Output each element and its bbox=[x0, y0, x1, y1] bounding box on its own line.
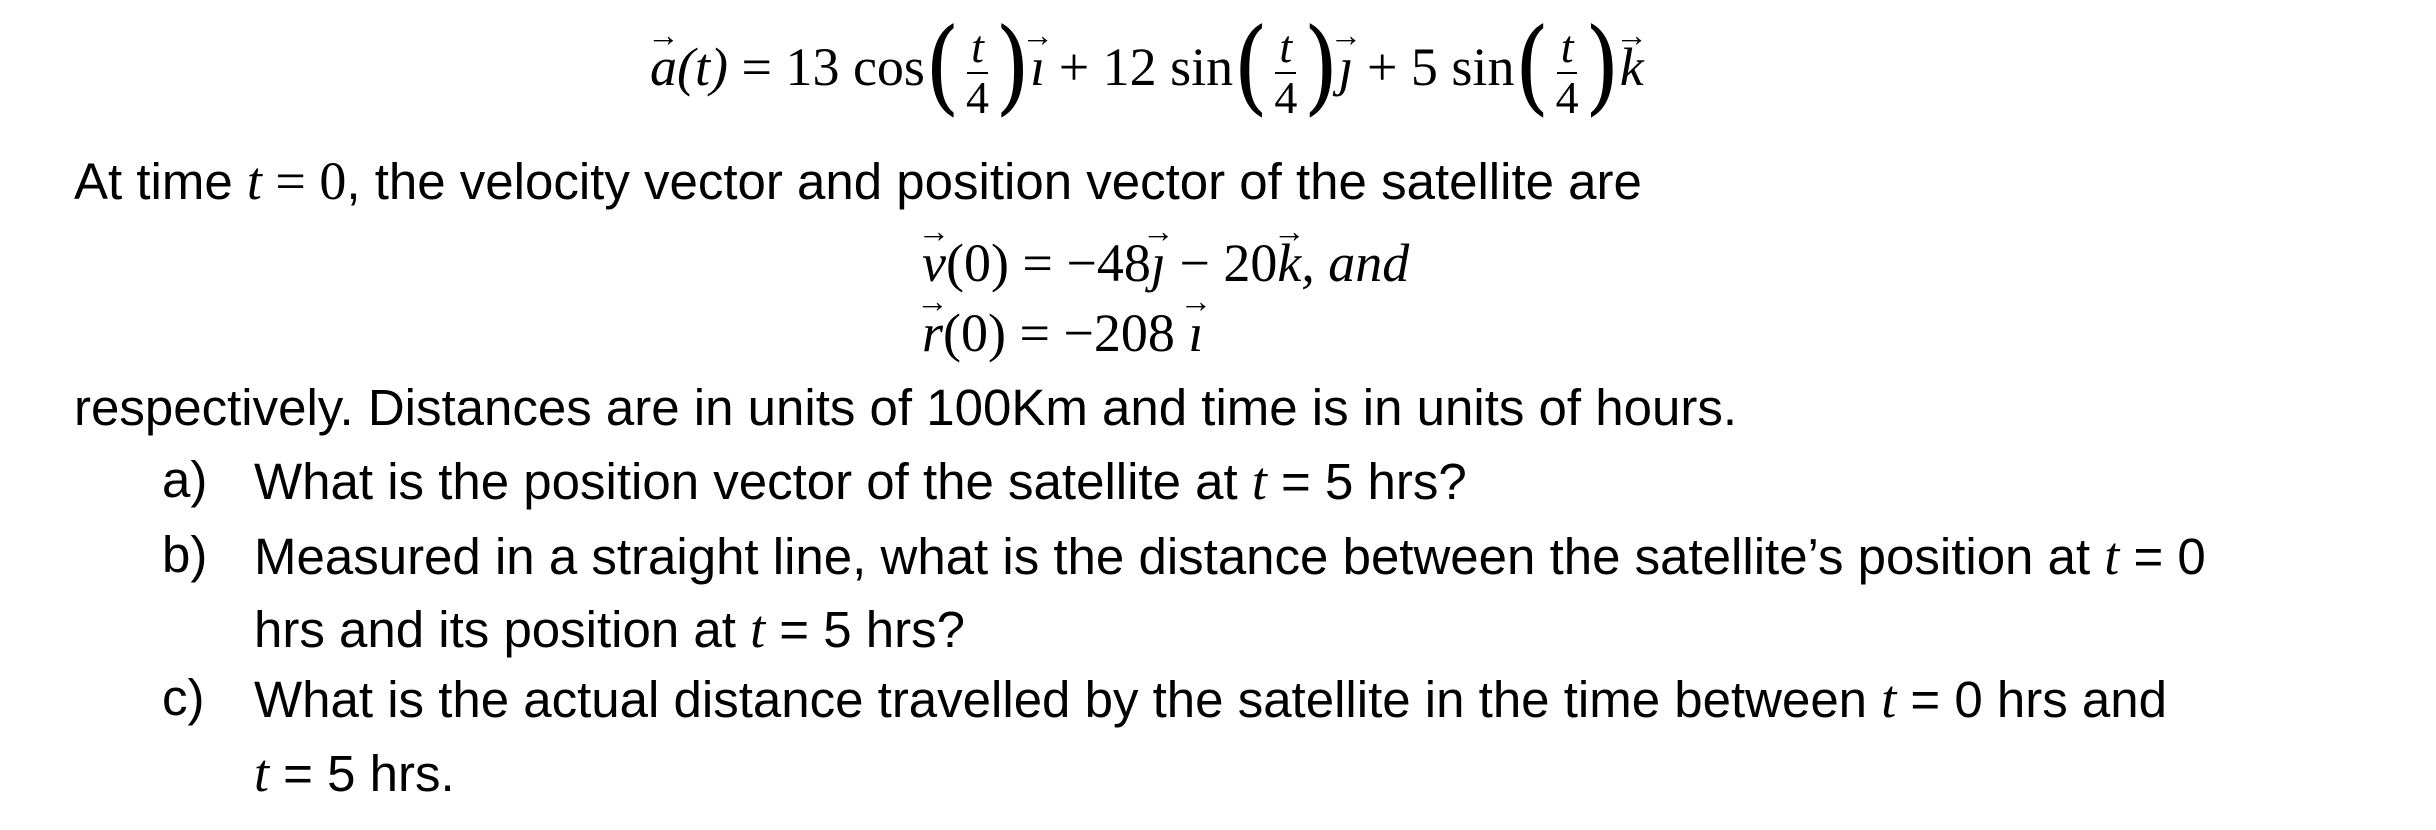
unit-vector-i: ı → bbox=[1188, 302, 1203, 364]
fraction-t-over-4: $\frac{t}{4}$ bbox=[1555, 21, 1579, 123]
unit-vector-k: k → bbox=[1277, 232, 1301, 294]
left-paren: ( bbox=[1514, 6, 1550, 127]
position-vector-symbol: r → bbox=[922, 302, 943, 364]
equals-sign: = bbox=[741, 37, 772, 97]
plus-sign: + bbox=[1058, 37, 1090, 97]
unit-vector-i: ı → bbox=[1030, 36, 1045, 98]
unit-vector-j: ȷ → bbox=[1338, 36, 1353, 98]
left-paren: ( bbox=[1233, 6, 1269, 127]
acceleration-argument: (t) bbox=[677, 37, 728, 97]
question-c-line1: What is the actual distance travelled by the satellite in the time between t = 0 hrs and bbox=[254, 669, 2167, 729]
fraction-t-over-4: $\frac{t}{4}$ bbox=[966, 21, 990, 123]
position-equation: r →(0) = −208 ı → bbox=[922, 302, 1203, 364]
coefficient-5: 5 bbox=[1410, 37, 1438, 97]
unit-vector-k: k → bbox=[1620, 36, 1644, 98]
units-sentence: respectively. Distances are in units of 100Km and time is in units of hours. bbox=[74, 379, 1738, 436]
coefficient-13: 13 bbox=[785, 37, 840, 97]
velocity-vector-symbol: v → bbox=[922, 232, 946, 294]
question-c-line2: t = 5 hrs. bbox=[254, 743, 455, 803]
unit-vector-j: ȷ → bbox=[1151, 232, 1166, 294]
cos-function: cos bbox=[852, 37, 925, 97]
question-b-line2: hrs and its position at t = 5 hrs? bbox=[254, 599, 965, 659]
question-a-line1: What is the position vector of the satellite at t = 5 hrs? bbox=[254, 451, 1467, 511]
left-paren: ( bbox=[924, 6, 961, 127]
acceleration-equation bbox=[650, 6, 1644, 127]
velocity-equation: v →(0) = −48ȷ → − 20k →, and bbox=[922, 232, 1409, 294]
question-b-marker: b) bbox=[162, 526, 208, 583]
intro-sentence: At time t = 0, the velocity vector and position vector of the satellite are bbox=[74, 151, 1642, 211]
acceleration-vector-symbol: a → bbox=[650, 36, 677, 98]
right-paren: ) bbox=[995, 6, 1031, 127]
question-b-line1: Measured in a straight line, what is the distance between the satellite’s position at t = 0 bbox=[254, 526, 2206, 586]
coefficient-12: 12 bbox=[1102, 37, 1157, 97]
plus-sign: + bbox=[1366, 37, 1398, 97]
sin-function: sin bbox=[1451, 37, 1515, 97]
question-c-marker: c) bbox=[162, 669, 205, 726]
question-a-marker: a) bbox=[162, 451, 208, 508]
right-paren: ) bbox=[1584, 6, 1620, 127]
right-paren: ) bbox=[1303, 6, 1339, 127]
fraction-t-over-4: $\frac{t}{4}$ bbox=[1274, 21, 1298, 123]
sin-function: sin bbox=[1170, 37, 1234, 97]
